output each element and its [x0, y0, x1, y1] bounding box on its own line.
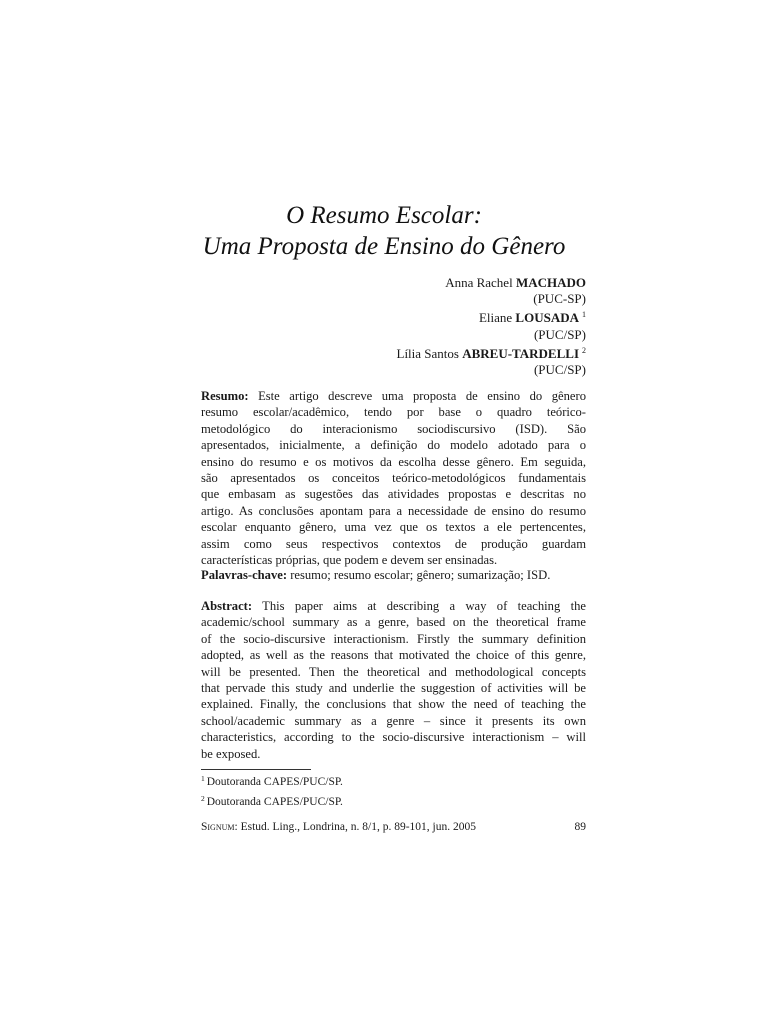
text-line: são apresentados os conceitos teórico-metodológicos fundamentais: [201, 471, 586, 486]
text-line: explained. Finally, the conclusions that show the need of teaching the: [201, 697, 586, 712]
text-line: school/academic summary as a genre – since it presents its own: [201, 713, 586, 728]
text-line: ensino do resumo e os motivos da escolha desse gênero. Em seguida,: [201, 454, 586, 469]
keywords-line: Palavras-chave: resumo; resumo escolar; gênero; sumarização; ISD.: [201, 568, 551, 582]
text-line: Resumo: Este artigo descreve uma proposta de ensino do gênero: [201, 389, 586, 403]
footnote: $^1$ Doutoranda CAPES/PUC/SP.: [201, 774, 343, 788]
title-line-2: Uma Proposta de Ensino do Gênero: [202, 233, 566, 260]
text-line: adopted, as well as the reasons that motivated the choice of this genre,: [201, 648, 586, 663]
footnotes: [201, 771, 343, 810]
author-name: Eliane LOUSADA $^1$: [478, 310, 586, 326]
text-line: que embasam as sugestões das atividades propostas e descritas no: [201, 487, 586, 502]
text-line: metodológico do interacionismo sociodiscursivo (ISD). São: [201, 421, 586, 436]
text-line: artigo. As conclusões apontam para a necessidade de ensino do resumo: [201, 503, 586, 518]
author-affiliation: (PUC/SP): [533, 362, 586, 378]
page-number: 89: [574, 821, 586, 833]
resumo-paragraph: [201, 388, 586, 568]
abstract-paragraph: [201, 598, 586, 762]
author-affiliation: (PUC-SP): [533, 291, 586, 307]
citation: Estud. Ling., Londrina, n. 8/1, p. 89-101, jun. 2005: [237, 821, 476, 833]
resumo-label: Resumo:: [201, 389, 249, 403]
text-line: Abstract: This paper aims at describing a way of teaching the: [201, 599, 586, 613]
footnote-marker[interactable]: 1: [582, 310, 586, 320]
text-line: assim como seus respectivos contextos de produção guardam: [201, 536, 586, 551]
text-line: characteristics, according to the socio-discursive interactionism – will: [201, 730, 586, 745]
title-line-1: O Resumo Escolar:: [286, 202, 482, 229]
author-list: [397, 275, 587, 378]
text-line: resumo escolar/acadêmico, tendo por base o quadro teórico-: [201, 405, 586, 420]
footnote-marker[interactable]: 2: [582, 345, 586, 355]
text-line: academic/school summary as a genre, based on the theoretical frame: [201, 615, 586, 630]
text-line: apresentados, inicialmente, a definição do modelo adotado para o: [201, 438, 586, 453]
text-line: that pervade this study and underlie the suggestion of activities will be: [201, 681, 586, 696]
author-affiliation: (PUC/SP): [533, 326, 586, 342]
abstract-label: Abstract:: [201, 599, 253, 613]
text-line: características próprias, que podem e devem ser ensinadas.: [201, 553, 498, 568]
author-name: Lília Santos ABREU-TARDELLI $^2$: [396, 345, 586, 361]
text-line: of the socio-discursive interactionism. Firstly the summary definition: [201, 631, 586, 646]
text-line: be exposed.: [201, 746, 261, 761]
article-title: [0, 200, 768, 262]
text-line: will be presented. Then the theoretical and methodological concepts: [201, 664, 586, 679]
footnote: $^2$ Doutoranda CAPES/PUC/SP.: [201, 793, 343, 808]
keywords-label: Palavras-chave:: [201, 568, 288, 582]
author-name: Anna Rachel MACHADO: [445, 275, 586, 290]
footnote-divider: [201, 769, 311, 770]
journal-name: Signum:: [201, 821, 238, 833]
page-footer: [201, 820, 586, 834]
text-line: escolar enquanto gênero, uma vez que os textos a ele pertencentes,: [201, 520, 586, 535]
